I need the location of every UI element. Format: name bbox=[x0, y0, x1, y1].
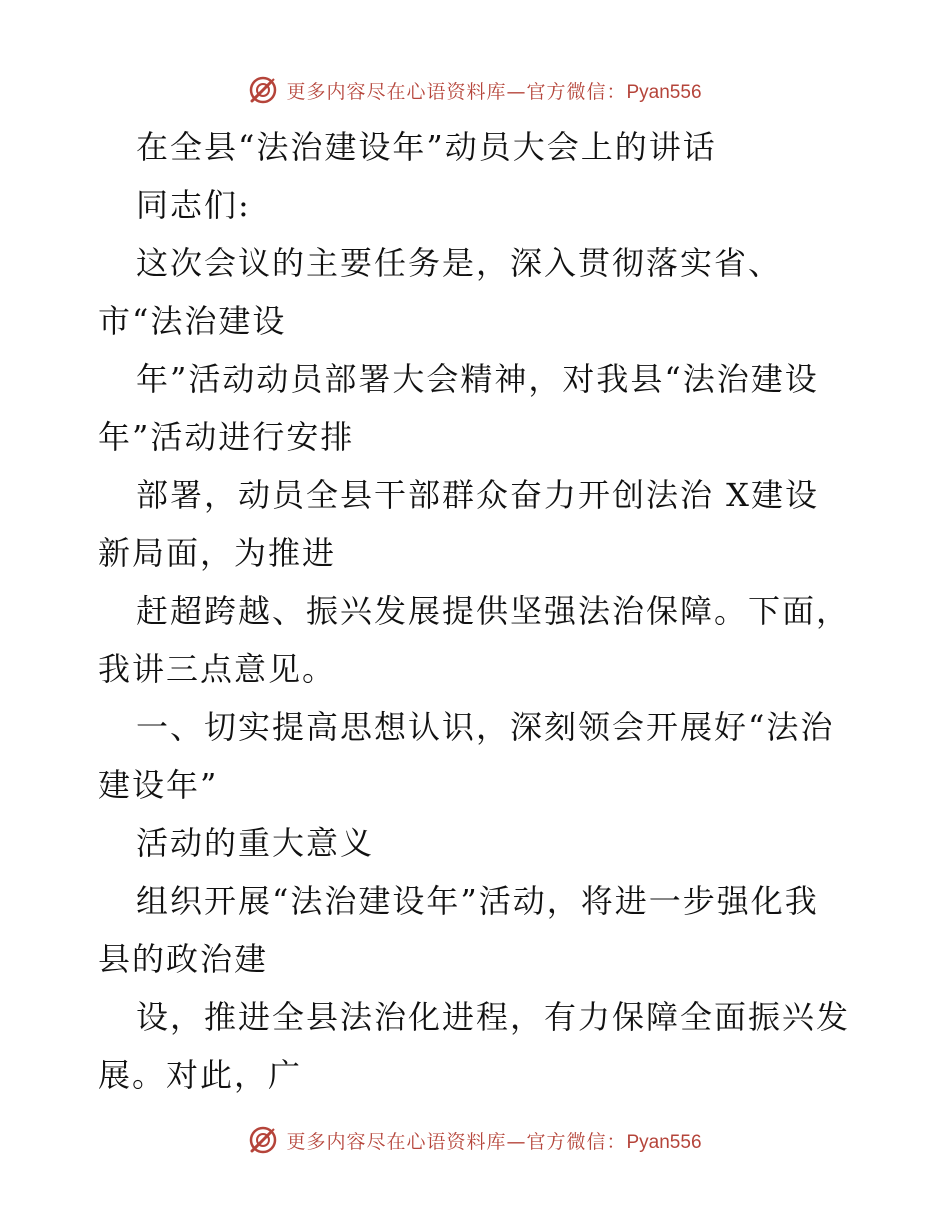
text-line: 建设年” bbox=[98, 766, 219, 804]
text-line: 县的政治建 bbox=[98, 940, 269, 978]
text-line: 组织开展“法治建设年”活动，将进一步强化我 bbox=[136, 882, 819, 920]
pen-circle-icon bbox=[248, 1125, 278, 1155]
text-line: 这次会议的主要任务是，深入贯彻落实省、 bbox=[136, 244, 783, 282]
text-line: 一、切实提高思想认识，深刻领会开展好“法治 bbox=[136, 708, 835, 746]
text-line: 年”活动动员部署大会精神，对我县“法治建设 bbox=[136, 360, 819, 398]
watermark-text: 更多内容尽在心语资料库—官方微信： bbox=[286, 1130, 627, 1153]
watermark-id: Pyan556 bbox=[626, 81, 702, 103]
text-line: 设，推进全县法治化进程，有力保障全面振兴发 bbox=[136, 998, 851, 1036]
text-line: 在全县“法治建设年”动员大会上的讲话 bbox=[136, 128, 717, 166]
footer-watermark bbox=[0, 1120, 950, 1160]
text-line: 赶超跨越、振兴发展提供坚强法治保障。下面， bbox=[136, 592, 851, 630]
text-line: 同志们: bbox=[136, 186, 251, 224]
header-watermark bbox=[0, 70, 950, 110]
text-line: 活动的重大意义 bbox=[136, 824, 375, 862]
watermark-id: Pyan556 bbox=[626, 1131, 702, 1153]
text-line: 年”活动进行安排 bbox=[98, 418, 355, 456]
text-line: 新局面，为推进 bbox=[98, 534, 337, 572]
document-body bbox=[98, 118, 858, 1104]
text-line: 我讲三点意见。 bbox=[98, 650, 337, 688]
text-line: 部署，动员全县干部群众奋力开创法治 X建设 bbox=[136, 476, 819, 514]
text-line: 市“法治建设 bbox=[98, 302, 287, 340]
watermark-text: 更多内容尽在心语资料库—官方微信： bbox=[286, 80, 627, 103]
pen-circle-icon bbox=[248, 75, 278, 105]
text-line: 展。对此，广 bbox=[98, 1056, 303, 1094]
